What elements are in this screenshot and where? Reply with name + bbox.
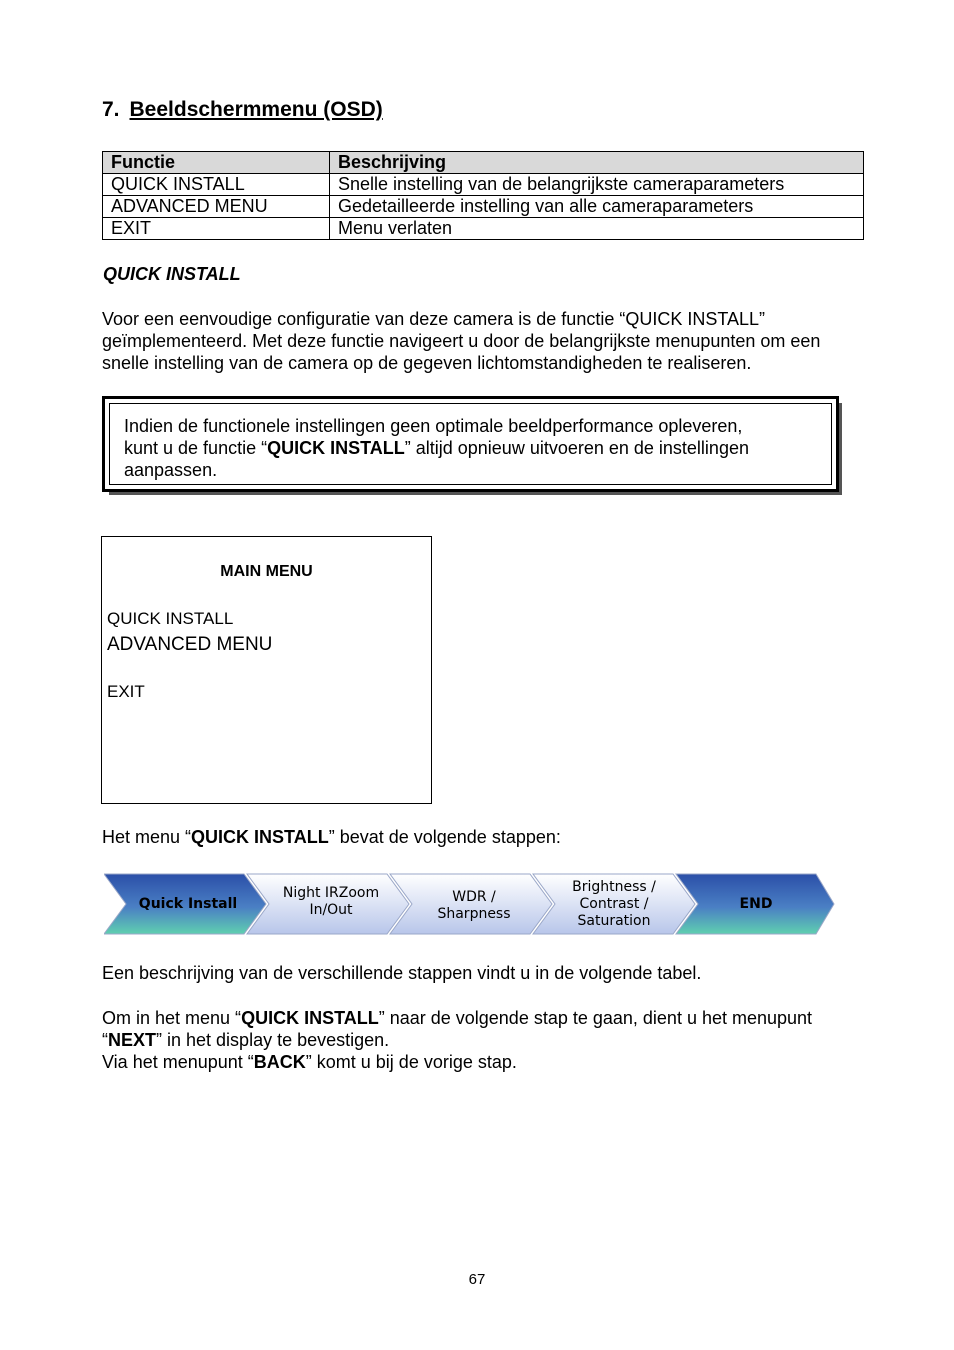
page-number: 67 xyxy=(468,1271,486,1288)
nav-text: ” naar de volgende stap te gaan, dient u het menupunt xyxy=(378,1008,813,1028)
flow-step-line: Sharpness xyxy=(437,906,511,922)
note-line: aanpassen. xyxy=(124,460,218,480)
note-emphasis: QUICK INSTALL xyxy=(267,438,405,458)
flow-step-label xyxy=(692,872,820,936)
nav-text: ” komt u bij de vorige stap. xyxy=(305,1052,517,1072)
nav-emphasis: NEXT xyxy=(108,1030,157,1050)
intro-paragraph xyxy=(102,308,882,374)
section-number: 7. xyxy=(102,98,120,121)
table-row xyxy=(103,196,864,218)
flow-step-line: END xyxy=(739,895,773,912)
flow-step-label xyxy=(550,872,678,936)
flow-step-line: Night IRZoom xyxy=(282,885,380,901)
steps-intro-emphasis: QUICK INSTALL xyxy=(191,827,329,847)
note-box xyxy=(102,396,839,492)
table-row xyxy=(103,174,864,196)
flow-step-line: Quick Install xyxy=(138,895,238,912)
table-header-row xyxy=(103,152,864,174)
section-heading xyxy=(102,98,383,122)
note-text-part: kunt u de functie “ xyxy=(124,438,268,458)
steps-intro xyxy=(102,827,561,848)
nav-text: ” in het display te bevestigen. xyxy=(156,1030,390,1050)
intro-line: geïmplementeerd. Met deze functie navigeert u door de belangrijkste menupunten om een xyxy=(102,331,821,351)
intro-line: snelle instelling van de camera op de gegeven lichtomstandigheden te realiseren. xyxy=(102,353,752,373)
section-title: Beeldschermmenu (OSD) xyxy=(129,98,383,121)
menu-item-exit: EXIT xyxy=(107,682,145,701)
note-text xyxy=(109,403,832,485)
flow-step-line: Saturation xyxy=(577,912,651,929)
nav-line xyxy=(102,1007,892,1029)
table-cell-function: EXIT xyxy=(103,218,330,240)
table-row xyxy=(103,218,864,240)
nav-emphasis: QUICK INSTALL xyxy=(241,1008,379,1028)
flow-step-line: WDR / xyxy=(452,889,496,905)
flow-step-line: Brightness / xyxy=(572,878,656,895)
quick-install-flow xyxy=(104,872,838,938)
table-cell-description: Snelle instelling van de belangrijkste cameraparameters xyxy=(330,174,864,196)
note-text-part: ” altijd opnieuw uitvoeren en de instellingen xyxy=(404,438,749,458)
description-paragraph: Een beschrijving van de verschillende stappen vindt u in de volgende tabel. xyxy=(102,963,702,983)
function-table xyxy=(102,151,864,240)
steps-intro-text: Het menu “ xyxy=(102,827,192,847)
flow-step-label xyxy=(267,870,395,934)
note-line xyxy=(124,437,817,459)
nav-line xyxy=(102,1029,892,1051)
steps-intro-text: ” bevat de volgende stappen: xyxy=(328,827,561,847)
table-header-description: Beschrijving xyxy=(330,152,864,174)
intro-line: Voor een eenvoudige configuratie van deze camera is de functie “QUICK INSTALL” xyxy=(102,309,766,329)
table-header-function: Functie xyxy=(103,152,330,174)
table-cell-description: Menu verlaten xyxy=(330,218,864,240)
menu-item-advanced-menu: ADVANCED MENU xyxy=(107,634,273,655)
table-cell-function: ADVANCED MENU xyxy=(103,196,330,218)
note-line: Indien de functionele instellingen geen optimale beeldperformance opleveren, xyxy=(124,416,743,436)
flow-step-label xyxy=(410,874,538,938)
nav-text: “ xyxy=(102,1030,108,1050)
nav-text: Om in het menu “ xyxy=(102,1008,242,1028)
flow-step-label xyxy=(124,872,252,936)
nav-text: Via het menupunt “ xyxy=(102,1052,254,1072)
table-cell-function: QUICK INSTALL xyxy=(103,174,330,196)
nav-emphasis: BACK xyxy=(253,1052,306,1072)
navigation-paragraph xyxy=(102,1007,892,1073)
quick-install-subheading: QUICK INSTALL xyxy=(103,264,241,284)
menu-item-quick-install: QUICK INSTALL xyxy=(107,609,234,628)
nav-line xyxy=(102,1051,892,1073)
flow-step-line: In/Out xyxy=(309,902,353,918)
main-menu-title: MAIN MENU xyxy=(220,563,313,580)
table-cell-description: Gedetailleerde instelling van alle cameraparameters xyxy=(330,196,864,218)
flow-step-line: Contrast / xyxy=(579,895,649,912)
main-menu-screen xyxy=(101,536,432,804)
